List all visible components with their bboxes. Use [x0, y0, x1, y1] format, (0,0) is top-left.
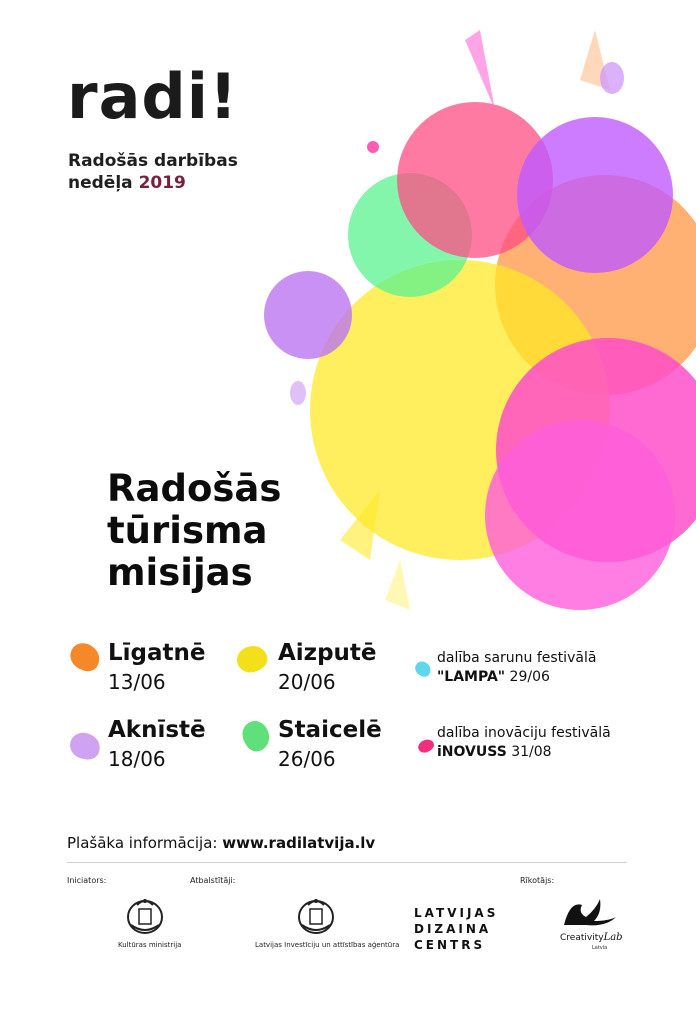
festival-lampa-line2: [437, 668, 596, 687]
festival-lampa-name: "LAMPA": [437, 669, 506, 685]
mission-name: Līgatnē: [108, 640, 206, 666]
mission-staicele: [278, 717, 382, 771]
divider: [67, 862, 627, 863]
creativity-lab-country: Latvia: [592, 945, 608, 951]
festival-lampa-date: 29/06: [509, 669, 550, 685]
festival-lampa-line1: dalība sarunu festivālā: [437, 650, 597, 666]
lab-text: Lab: [603, 932, 623, 943]
coat-of-arms-icon: [125, 895, 165, 937]
headline-line2: tūrisma: [107, 509, 268, 552]
cyan-paint-dot-icon: [413, 659, 434, 679]
festival-inovuss-line2: [437, 743, 611, 762]
page-title: [107, 468, 281, 594]
organizer-label: Rīkotājs:: [520, 876, 555, 885]
initiator-label: Iniciators:: [67, 876, 107, 885]
paint-splash-illustration: [250, 20, 696, 620]
green-paint-dot-icon: [237, 717, 275, 756]
more-info: [67, 834, 375, 852]
logo-accent-dots-icon: [60, 62, 220, 92]
ldc-line3: CENTRS: [414, 938, 486, 952]
pink-paint-dot-icon: [416, 737, 436, 755]
logo-subtitle: [68, 150, 238, 194]
mission-date: 18/06: [108, 747, 166, 771]
headline-line1: Radošās: [107, 467, 282, 510]
mission-date: 20/06: [278, 670, 336, 694]
website-link[interactable]: www.radilatvija.lv: [222, 834, 376, 852]
ldc-line1: LATVIJAS: [414, 906, 499, 920]
purple-paint-dot-icon: [68, 731, 102, 762]
latvijas-dizaina-centrs-logo: [414, 905, 498, 953]
logo-subtitle-line2-row: [68, 172, 238, 194]
kulturas-ministrija-caption: Kultūras ministrija: [118, 941, 182, 949]
creativity-lab-logo: [560, 932, 623, 943]
mission-name: Aknīstē: [108, 717, 206, 743]
headline-line3: misijas: [107, 551, 253, 594]
festival-inovuss-name: iNOVUSS: [437, 744, 507, 760]
mission-aizpute: [278, 640, 377, 694]
festival-inovuss: [437, 724, 611, 762]
mission-ligatne: [108, 640, 206, 694]
more-info-label: Plašāka informācija:: [67, 834, 218, 852]
creativity-text: Creativity: [560, 933, 604, 943]
liaa-caption: Latvijas Investīciju un attīstības aģentūra: [255, 941, 400, 949]
ldc-line2: DIZAINA: [414, 922, 492, 936]
mission-name: Staicelē: [278, 717, 382, 743]
coat-of-arms-icon: [296, 895, 336, 937]
mission-date: 26/06: [278, 747, 336, 771]
festival-inovuss-line1: dalība inovāciju festivālā: [437, 725, 611, 741]
mission-akniste: [108, 717, 206, 771]
supporters-label: Atbalstītāji:: [190, 876, 236, 885]
mission-name: Aizputē: [278, 640, 377, 666]
creativity-lab-figure-icon: [556, 895, 620, 931]
orange-paint-dot-icon: [66, 639, 104, 675]
logo-year: 2019: [138, 173, 186, 193]
logo-subtitle-line1: Radošās darbības: [68, 151, 238, 171]
festival-inovuss-date: 31/08: [511, 744, 552, 760]
yellow-paint-dot-icon: [233, 641, 271, 677]
logo-subtitle-line2: nedēļa: [68, 173, 133, 193]
radi-logo: radi!: [67, 60, 239, 133]
festival-lampa: [437, 649, 596, 687]
mission-date: 13/06: [108, 670, 166, 694]
